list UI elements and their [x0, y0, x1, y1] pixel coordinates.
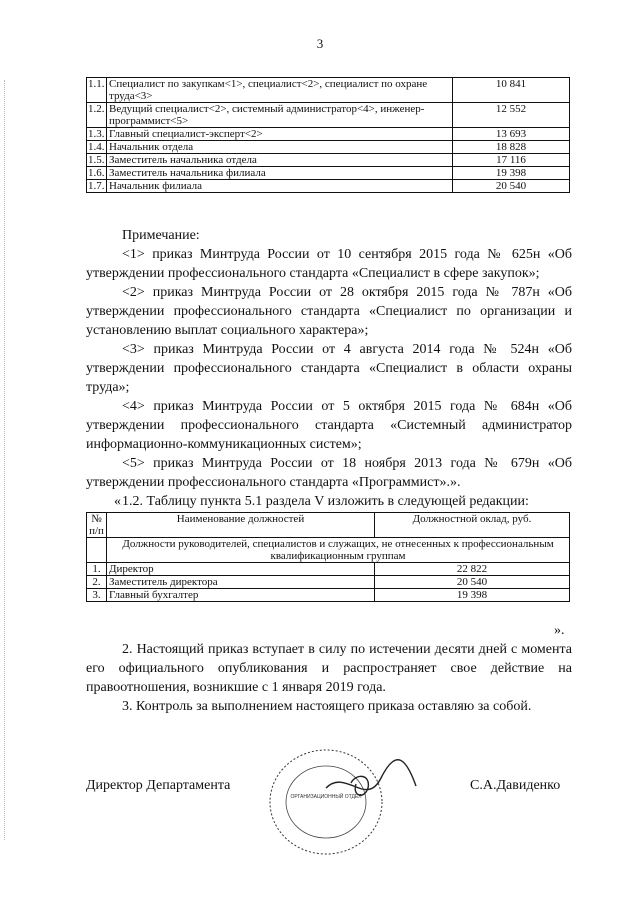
row-salary: 19 398: [375, 589, 570, 602]
row-position: Начальник филиала: [107, 180, 453, 193]
header-salary: Должностной оклад, руб.: [375, 513, 570, 538]
row-salary: 12 552: [453, 103, 570, 128]
close-quote: ».: [554, 623, 565, 638]
row-position: Заместитель начальника филиала: [107, 167, 453, 180]
clause-3: 3. Контроль за выполнением настоящего приказа оставляю за собой.: [122, 699, 532, 714]
table-row: [87, 563, 570, 576]
page-edge-dots: [4, 80, 6, 840]
table-row: [87, 576, 570, 589]
row-salary: 19 398: [453, 167, 570, 180]
table-header-row: [87, 513, 570, 538]
row-salary: 20 540: [375, 576, 570, 589]
table-row: [87, 78, 570, 103]
notes-block: [86, 226, 572, 511]
table-row: [87, 128, 570, 141]
header-num: № п/п: [87, 513, 107, 538]
signer-name: С.А.Давиденко: [470, 778, 561, 793]
row-num: 1.1.: [87, 78, 107, 103]
table-row: [87, 180, 570, 193]
row-num: 1.6.: [88, 167, 105, 179]
row-num: 1.5.: [88, 154, 105, 166]
row-num: 1.: [87, 563, 107, 576]
row-salary: 13 693: [453, 128, 570, 141]
notes-heading: Примечание:: [122, 228, 200, 243]
row-num: 1.4.: [88, 141, 105, 153]
seal-inner-ring: [286, 766, 366, 838]
row-salary: 17 116: [453, 154, 570, 167]
row-num: 3.: [87, 589, 107, 602]
seal-signature-stamp: [256, 738, 456, 858]
note-item: <5> приказ Минтруда России от 18 ноября 2013 года № 679н «Об утверждении профессионального стандарта «Программист».».: [86, 456, 572, 490]
group-title: Должности руководителей, специалистов и служащих, не отнесенных к профессиональным квалификационным группам: [107, 538, 570, 563]
row-salary: 10 841: [453, 78, 570, 103]
note-item: <2> приказ Минтруда России от 28 октября 2015 года № 787н «Об утверждении профессионального стандарта «Специалист по организации и установлению выплат социального характера»;: [86, 285, 572, 338]
table-row: [87, 103, 570, 128]
row-salary: 20 540: [453, 180, 570, 193]
note-item: <3> приказ Минтруда России от 4 августа 2014 года № 524н «Об утверждении профессионального стандарта «Специалист в области охраны труда»;: [86, 342, 572, 395]
table-group-row: [87, 538, 570, 563]
row-num: 2.: [87, 576, 107, 589]
seal-outer-ring: [270, 750, 382, 854]
group-num-cell: [87, 538, 107, 563]
row-position: Главный бухгалтер: [107, 589, 375, 602]
note-item: <4> приказ Минтруда России от 5 октября 2015 года № 684н «Об утверждении профессионального стандарта «Системный администратор информационно-коммуникационных систем»;: [86, 399, 572, 452]
row-num: 1.7.: [88, 180, 105, 192]
clause-1-2: 1.2. Таблицу пункта 5.1 раздела V изложить в следующей редакции:: [122, 494, 529, 509]
note-item: <1> приказ Минтруда России от 10 сентября 2015 года № 625н «Об утверждении профессионального стандарта «Специалист в сфере закупок»;: [86, 247, 572, 281]
clauses-block: [86, 640, 572, 716]
clause-2: 2. Настоящий приказ вступает в силу по истечении десяти дней с момента его официального опубликования и распространяет свое действие на правоотношения, возникшие с 1 января 2019 года.: [86, 642, 572, 695]
table-row: [87, 589, 570, 602]
table-row: [87, 141, 570, 154]
row-position: Специалист по закупкам<1>, специалист<2>, специалист по охране труда<3>: [107, 78, 453, 103]
signature-scribble: [326, 760, 416, 796]
row-salary: 18 828: [453, 141, 570, 154]
row-position: Заместитель директора: [107, 576, 375, 589]
signer-title: Директор Департамента: [86, 778, 231, 793]
table-row: [87, 167, 570, 180]
row-num: 1.3.: [88, 128, 105, 140]
director-salary-table: [86, 512, 570, 602]
row-salary: 22 822: [375, 563, 570, 576]
header-name: Наименование должностей: [107, 513, 375, 538]
row-position: Заместитель начальника отдела: [107, 154, 453, 167]
salary-table-continued: [86, 77, 570, 193]
row-position: Главный специалист-эксперт<2>: [107, 128, 453, 141]
seal-text: ОРГАНИЗАЦИОННЫЙ ОТДЕЛ: [290, 794, 362, 800]
page-number: 3: [316, 36, 324, 51]
table-row: [87, 154, 570, 167]
row-position: Начальник отдела: [107, 141, 453, 154]
row-num: 1.2.: [87, 103, 107, 128]
open-quote: «: [114, 494, 121, 509]
row-position: Директор: [107, 563, 375, 576]
row-position: Ведущий специалист<2>, системный администратор<4>, инженер-программист<5>: [107, 103, 453, 128]
